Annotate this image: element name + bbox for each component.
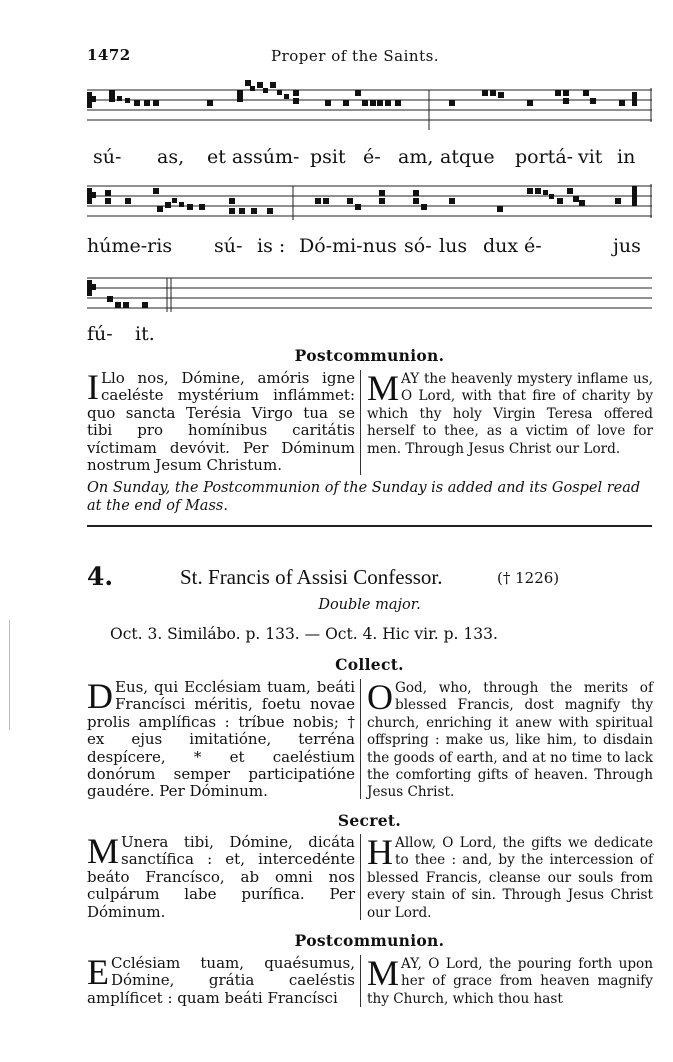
syllable: sú- — [214, 235, 243, 257]
syllable: só- — [404, 235, 432, 257]
secret-latin — [87, 831, 355, 921]
syllable: Dó-mi-nus — [299, 235, 397, 257]
syllable: et assúm- — [207, 146, 300, 168]
postcommunion-latin — [87, 952, 355, 1007]
collect-latin — [87, 676, 355, 801]
chant-staff-3 — [87, 272, 652, 318]
english-text: AY, O Lord, the pouring forth upon her of grace from heaven magnify thy Church, which thou hast — [367, 956, 653, 1007]
syllable: jus — [613, 235, 641, 257]
feast-dates: († 1226) — [497, 569, 560, 587]
chant-staff-1 — [87, 78, 652, 136]
drop-cap: M — [367, 953, 400, 993]
rubric-note: On Sunday, the Postcommunion of the Sunday is added and its Gospel read at the end of Mass. — [87, 480, 641, 514]
collect-english — [367, 677, 653, 802]
secret-heading: Secret. — [337, 811, 402, 830]
column-divider — [360, 955, 361, 1007]
syllable: as, — [157, 146, 185, 168]
running-title: Proper of the Saints. — [271, 47, 440, 65]
drop-cap: O — [367, 677, 393, 717]
english-text: Allow, O Lord, the gifts we dedicate to thee : and, by the intercession of blessed Francis, cleanse our souls from every stain of sin. Through Jesus Christ our Lord. — [367, 835, 653, 921]
syllable: lus — [439, 235, 468, 257]
syllable: is : — [257, 235, 286, 257]
syllable: atque — [440, 146, 495, 168]
drop-cap: E — [87, 952, 109, 992]
chant-lyrics-2 — [87, 235, 652, 259]
column-divider — [360, 834, 361, 920]
postcommunion-english — [367, 953, 653, 1008]
feast-rank: Double major. — [318, 597, 421, 613]
syllable: sú- — [93, 146, 122, 168]
postcommunion-heading: Postcommunion. — [294, 346, 445, 365]
feast-references: Oct. 3. Similábo. p. 133. — Oct. 4. Hic vir. p. 133. — [110, 625, 498, 643]
syllable: fú- — [87, 323, 113, 345]
column-divider — [360, 679, 361, 799]
syllable: portá- — [515, 146, 574, 168]
drop-cap: M — [367, 368, 400, 408]
drop-cap: M — [87, 831, 120, 871]
postcommunion-heading: Postcommunion. — [294, 931, 445, 950]
secret-english — [367, 832, 653, 922]
drop-cap: H — [367, 832, 393, 872]
drop-cap: D — [87, 676, 113, 716]
english-text: God, who, through the merits of blessed Francis, dost magnify thy church, enriching it anew with spiritual offspring : make us, like him, to disdain the goods of earth, and at no time to lack the comforting gifts of heaven. Through Jesus Christ. — [367, 680, 653, 801]
latin-text: Eus, qui Ecclésiam tuam, beáti Francísci méritis, foetu novae prolis amplíficas : tríbue nobis; † ex ejus imitatióne, terréna despícere, * et caeléstium donórum semper participatióne gaudére. Per Dóminum. — [87, 678, 355, 801]
chant-lyrics-3 — [87, 323, 652, 347]
section-divider — [87, 525, 652, 527]
postcommunion-english — [367, 368, 653, 458]
syllable: am, — [398, 146, 434, 168]
syllable: psit — [310, 146, 346, 168]
column-divider — [360, 370, 361, 475]
page-number: 1472 — [87, 46, 131, 64]
syllable: it. — [135, 323, 155, 345]
syllable: vit — [578, 146, 603, 168]
latin-text: Cclésiam tuam, quaésumus, Dómine, grátia caeléstis amplíficet : quam beáti Francísci — [87, 954, 355, 1007]
english-text: AY the heavenly mystery inflame us, O Lord, with that fire of charity by which thy holy Virgin Teresa offered herself to thee, as a victim of love for men. Through Jesus Christ our Lord. — [367, 371, 653, 457]
postcommunion-latin — [87, 367, 355, 475]
feast-number: 4. — [87, 562, 114, 591]
feast-title: St. Francis of Assisi Confessor. — [180, 565, 443, 589]
latin-text: Unera tibi, Dómine, dicáta sanctífica : et, intercedénte beáto Francísco, ab omni nos culpárum labe purífica. Per Dóminum. — [87, 833, 355, 921]
latin-text: Llo nos, Dómine, amóris igne caeléste mystérium inflámmet: quo sancta Terésia Virgo tua se tibi pro homínibus caritátis víctimam devóvit. Per Dóminum nostrum Jesum Christum. — [87, 369, 355, 475]
chant-lyrics-1 — [87, 146, 652, 170]
syllable: in — [617, 146, 636, 168]
syllable: dux — [483, 235, 519, 257]
syllable: húme-ris — [87, 235, 173, 257]
syllable: é- — [524, 235, 542, 257]
collect-heading: Collect. — [335, 655, 404, 674]
chant-staff-2 — [87, 178, 652, 233]
syllable: é- — [363, 146, 381, 168]
drop-cap: I — [87, 367, 99, 407]
margin-mark — [9, 620, 10, 730]
